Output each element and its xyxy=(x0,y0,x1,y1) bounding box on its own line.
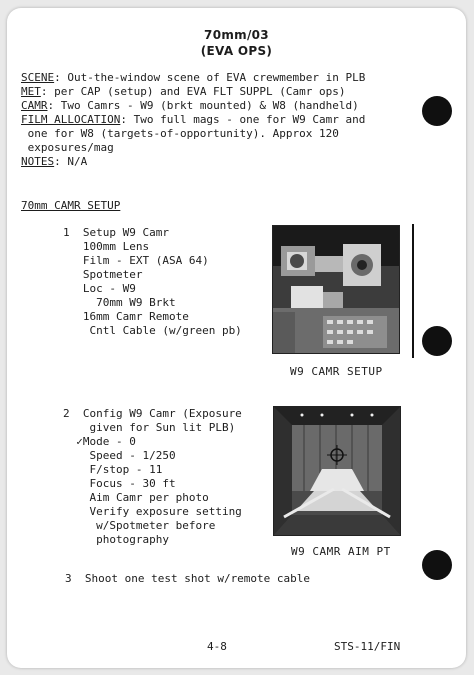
film-label: FILM ALLOCATION xyxy=(21,113,121,126)
step-2-line: Aim Camr per photo xyxy=(63,491,209,504)
notes-text: : N/A xyxy=(54,155,88,168)
step-2-line: F/stop - 11 xyxy=(63,463,163,476)
section-title: 70mm CAMR SETUP xyxy=(21,199,121,212)
camr-line xyxy=(21,99,359,113)
w9-camr-setup-photo xyxy=(272,225,400,354)
page-title: 70mm/03 xyxy=(204,28,269,42)
film-line xyxy=(21,113,365,127)
step-2-line: 2 Config W9 Camr (Exposure xyxy=(63,407,242,420)
step-1-line: 16mm Camr Remote xyxy=(63,310,189,323)
page-subtitle: (EVA OPS) xyxy=(200,44,273,58)
step-1-line: Spotmeter xyxy=(63,268,143,281)
change-bar xyxy=(412,224,414,358)
scene-label: SCENE xyxy=(21,71,55,84)
step-2-line: ✓Mode - 0 xyxy=(63,435,136,448)
scene-text: : Out-the-window scene of EVA crewmember in PLB xyxy=(54,71,366,84)
step-2-line: photography xyxy=(63,533,169,546)
step-2-line: w/Spotmeter before xyxy=(63,519,216,532)
step-1-line: Cntl Cable (w/green pb) xyxy=(63,324,242,337)
w9-camr-setup-caption: W9 CAMR SETUP xyxy=(290,365,383,378)
notes-label: NOTES xyxy=(21,155,55,168)
step-1-line: 70mm W9 Brkt xyxy=(63,296,176,309)
binder-hole-bottom xyxy=(422,550,452,580)
document-id: STS-11/FIN xyxy=(334,640,401,653)
binder-hole-middle xyxy=(422,326,452,356)
w9-camr-aim-pt-photo xyxy=(273,406,401,536)
step-2-line: Verify exposure setting xyxy=(63,505,242,518)
step-1-line: Film - EXT (ASA 64) xyxy=(63,254,209,267)
step-1-line: 100mm Lens xyxy=(63,240,150,253)
camr-text: : Two Camrs - W9 (brkt mounted) & W8 (handheld) xyxy=(47,99,359,112)
checklist-page xyxy=(7,8,466,668)
step-1-line: Loc - W9 xyxy=(63,282,136,295)
camr-label: CAMR xyxy=(21,99,48,112)
notes-line xyxy=(21,155,87,169)
binder-hole-top xyxy=(422,96,452,126)
met-line xyxy=(21,85,346,99)
page-number: 4-8 xyxy=(207,640,227,653)
film-text: : Two full mags - one for W9 Camr and xyxy=(120,113,366,126)
step-3-line: 3 Shoot one test shot w/remote cable xyxy=(65,572,311,585)
scene-line xyxy=(21,71,365,85)
met-label: MET xyxy=(21,85,41,98)
step-2-line: given for Sun lit PLB) xyxy=(63,421,236,434)
step-2-line: Speed - 1/250 xyxy=(63,449,176,462)
film-line-3: exposures/mag xyxy=(21,141,114,154)
met-text: : per CAP (setup) and EVA FLT SUPPL (Camr ops) xyxy=(40,85,346,98)
film-line-2: one for W8 (targets-of-opportunity). Approx 120 xyxy=(21,127,339,140)
step-1-line: 1 Setup W9 Camr xyxy=(63,226,169,239)
w9-camr-aim-pt-caption: W9 CAMR AIM PT xyxy=(291,545,391,558)
step-2-line: Focus - 30 ft xyxy=(63,477,176,490)
